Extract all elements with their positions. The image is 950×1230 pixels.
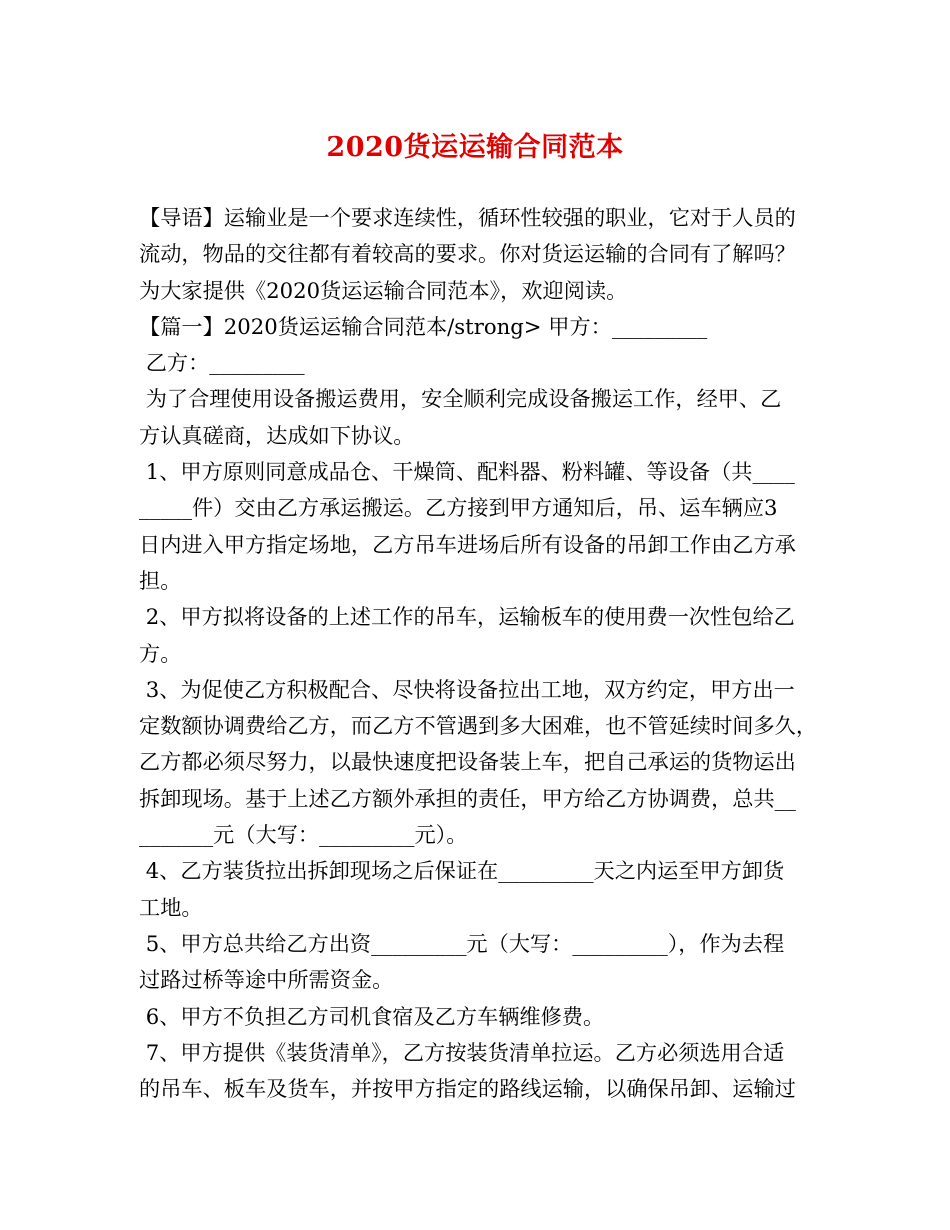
- body-line: 定数额协调费给乙方，而乙方不管遇到多大困难，也不管延续时间多久，: [139, 713, 818, 739]
- body-line: _____件）交由乙方承运搬运。乙方接到甲方通知后，吊、运车辆应3: [139, 495, 778, 521]
- document-title: 2020货运运输合同范本: [326, 132, 624, 163]
- body-line: 担。: [139, 567, 182, 593]
- body-line: 5、甲方总共给乙方出资_________元（大写：_________），作为去程: [139, 930, 785, 956]
- body-line: 乙方都必须尽努力，以最快速度把设备装上车，把自己承运的货物运出: [139, 749, 796, 775]
- body-line: 2、甲方拟将设备的上述工作的吊车，运输板车的使用费一次性包给乙: [139, 604, 795, 630]
- body-line: 方认真磋商，达成如下协议。: [139, 422, 415, 448]
- body-line: 拆卸现场。基于上述乙方额外承担的责任，甲方给乙方协调费，总共__: [139, 785, 796, 811]
- body-line: 流动，物品的交往都有着较高的要求。你对货运运输的合同有了解吗？: [139, 241, 796, 267]
- body-line: 1、甲方原则同意成品仓、干燥筒、配料器、粉料罐、等设备（共____: [139, 459, 795, 485]
- body-line: _______元（大写：_________元）。: [139, 822, 468, 848]
- body-line: 过路过桥等途中所需资金。: [139, 967, 394, 993]
- body-line: 【篇一】2020货运运输合同范本/strong> 甲方：_________: [139, 313, 708, 339]
- body-line: 6、甲方不负担乙方司机食宿及乙方车辆维修费。: [139, 1003, 605, 1029]
- body-line: 方。: [139, 640, 182, 666]
- body-line: 日内进入甲方指定场地，乙方吊车进场后所有设备的吊卸工作由乙方承: [139, 531, 796, 557]
- body-line: 为大家提供《2020货运运输合同范本》，欢迎阅读。: [139, 277, 628, 303]
- body-line: 【导语】运输业是一个要求连续性，循环性较强的职业，它对于人员的: [139, 205, 796, 230]
- body-line: 3、为促使乙方积极配合、尽快将设备拉出工地，双方约定，甲方出一: [139, 676, 795, 702]
- body-line: 乙方：_________: [139, 350, 305, 376]
- body-line: 工地。: [139, 894, 203, 920]
- body-line: 为了合理使用设备搬运费用，安全顺利完成设备搬运工作，经甲、乙: [139, 386, 782, 412]
- document-body: [139, 200, 819, 1107]
- body-line: 4、乙方装货拉出拆卸现场之后保证在_________天之内运至甲方卸货: [139, 858, 785, 884]
- body-line: 的吊车、板车及货车，并按甲方指定的路线运输，以确保吊卸、运输过: [139, 1076, 796, 1102]
- body-line: 7、甲方提供《装货清单》，乙方按装货清单拉运。乙方必须选用合适: [139, 1039, 785, 1065]
